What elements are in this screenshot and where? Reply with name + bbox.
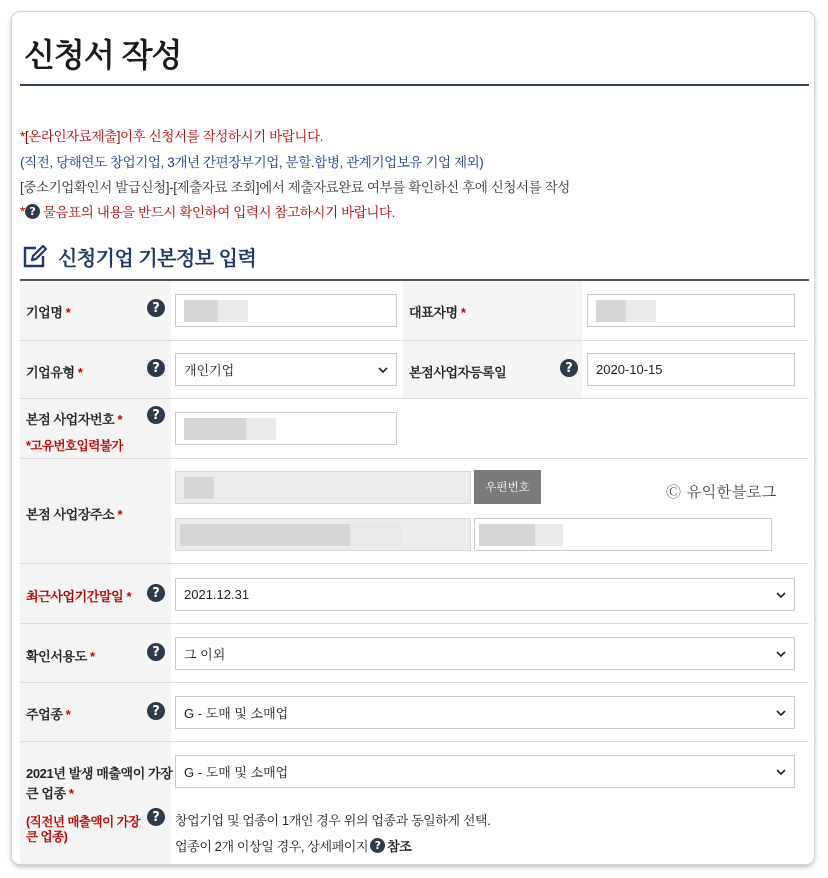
question-icon[interactable]: ? [147,584,165,602]
chevron-down-icon [378,365,388,375]
question-icon[interactable]: ? [560,359,578,377]
top-sales-industry-select[interactable]: G - 도매 및 소매업 [175,755,795,788]
recent-fiscal-end-label: 최근사업기간말일 * [26,589,132,604]
chevron-down-icon [776,708,786,718]
hq-address-label: 본점 사업장주소 * [26,507,123,522]
question-icon[interactable]: ? [147,299,165,317]
question-icon[interactable]: ? [147,808,165,826]
blog-watermark: Ⓒ 유익한블로그 [666,483,777,501]
company-name-input[interactable] [175,294,397,327]
hq-reg-date-input[interactable]: 2020-10-15 [587,353,795,386]
notice-asterisk: * [20,203,25,219]
section-title-label: 신청기업 기본정보 입력 [58,248,257,270]
top-sales-industry-note: (직전년 매출액이 가장 큰 업종) [26,815,140,844]
title-divider [20,84,809,86]
address-detail-input[interactable] [474,518,772,551]
hq-biz-number-label: 본점 사업자번호 * [26,412,123,427]
notice-help-text: 물음표의 내용을 반드시 확인하여 입력시 참고하시기 바랍니다. [42,205,395,220]
chevron-down-icon [776,649,786,659]
question-icon[interactable]: ? [147,406,165,424]
certificate-use-select[interactable]: 그 이외 [175,637,795,670]
chevron-down-icon [776,767,786,777]
main-industry-label: 주업종 * [26,707,71,722]
ceo-name-label: 대표자명 * [409,305,466,320]
application-form-card [12,12,814,864]
address-input[interactable] [175,518,471,551]
postcode-input[interactable] [175,471,471,504]
chevron-down-icon [776,590,786,600]
industry-help-text-1: 창업기업 및 업종이 1개인 경우 위의 업종과 동일하게 선택. [175,813,491,828]
question-icon[interactable]: ? [147,359,165,377]
question-icon[interactable]: ? [147,643,165,661]
question-icon[interactable]: ? [370,838,385,853]
hq-biz-number-input[interactable] [175,412,397,445]
notice-check-submission: [중소기업확인서 발급신청]-[제출자료 조회]에서 제출자료완료 여부를 확인하신 후에 신청서를 작성 [20,180,570,195]
notice-online-submission: *[온라인자료제출]이후 신청서를 작성하시기 바랍니다. [20,129,324,144]
page-title: 신청서 작성 [24,37,182,73]
reference-link[interactable]: 참조 [387,839,412,854]
company-name-label: 기업명 * [26,305,71,320]
recent-fiscal-end-select[interactable]: 2021.12.31 [175,578,795,611]
industry-help-text-2: 업종이 2개 이상일 경우, 상세페이지 ? 참조 [175,836,411,855]
company-type-label: 기업유형 * [26,365,83,380]
ceo-name-input[interactable] [587,294,795,327]
edit-icon [22,245,48,269]
question-icon: ? [25,204,40,219]
postcode-search-button[interactable]: 우편번호 [474,470,541,504]
main-industry-select[interactable]: G - 도매 및 소매업 [175,696,795,729]
question-icon[interactable]: ? [147,702,165,720]
hq-reg-date-label: 본점사업자등록일 [409,365,507,380]
company-type-select[interactable]: 개인기업 [175,353,397,386]
notice-help-icons [20,201,395,221]
notice-excluded-companies: (직전, 당해연도 창업기업, 3개년 간편장부기업, 분할.합병, 관계기업보유 기업 제외) [20,155,484,170]
section-title [22,242,256,271]
certificate-use-label: 확인서용도 * [26,649,95,664]
hq-biz-number-note: *고유번호입력불가 [26,439,123,453]
top-sales-industry-label: 2021년 발생 매출액이 가장 큰 업종 * [26,766,173,801]
